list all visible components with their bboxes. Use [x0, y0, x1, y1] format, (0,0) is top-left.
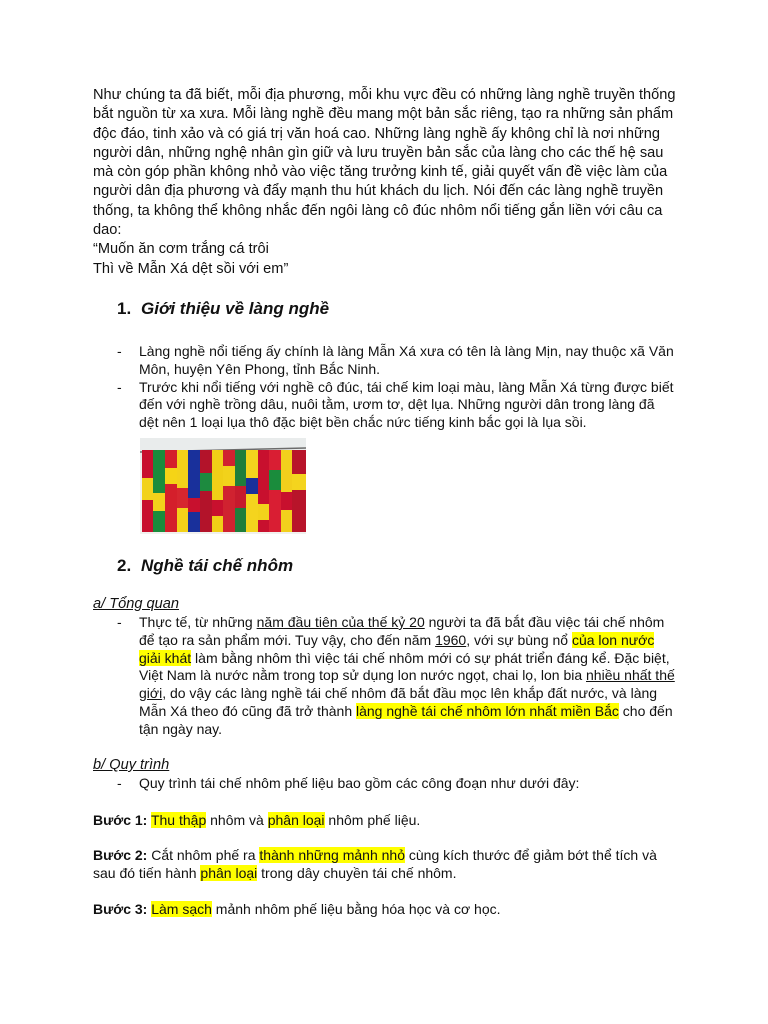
- dash-marker: -: [117, 775, 122, 791]
- section-2-heading: [117, 555, 293, 577]
- step-label: Bước 2:: [93, 847, 148, 863]
- highlighted-text: thành những mảnh nhỏ: [259, 847, 405, 863]
- section-1-title: Giới thiệu về làng nghề: [141, 299, 330, 318]
- step-label: Bước 3:: [93, 901, 148, 917]
- highlighted-text: phân loại: [200, 865, 258, 881]
- highlighted-text: làng nghề tái chế nhôm lớn nhất miền Bắc: [356, 702, 619, 719]
- highlighted-text: phân loại: [267, 812, 325, 828]
- section-1-number: 1.: [117, 299, 132, 318]
- silk-yarn-illustration: [140, 438, 306, 534]
- verse-line-1: “Muốn ăn cơm trắng cá trôi: [93, 241, 269, 258]
- section-2-number: 2.: [117, 556, 132, 575]
- list-item: [117, 343, 677, 379]
- highlighted-text: Thu thập: [150, 812, 207, 828]
- section-2a-list: [117, 614, 677, 739]
- underlined-text: năm đầu tiên của thế kỷ 20: [256, 614, 425, 630]
- step-3: Bước 3: Làm sạch mảnh nhôm phế liệu bằng hóa học và cơ học.: [93, 901, 501, 917]
- silk-yarn-photo: [140, 438, 306, 534]
- highlighted-text: Làm sạch: [151, 901, 212, 917]
- section-1-list: [117, 343, 677, 432]
- list-item: [117, 775, 677, 793]
- intro-paragraph: Như chúng ta đã biết, mỗi địa phương, mỗi khu vực đều có những làng nghề truyền thống bắt nguồn từ xa xưa. Mỗi làng nghề đều mang một bản sắc riêng, tạo ra những sản phẩm độc đáo, tinh xảo và có giá trị văn hoá cao. Những làng nghề ấy không chỉ là nơi những người dân, những nghệ nhân gìn giữ và lưu truyền bản sắc của làng cho các thế hệ sau mà còn góp phần không nhỏ vào việc tăng trưởng kinh tế, giải quyết vấn đề việc làm của người dân địa phương và đẩy mạnh thu hút khách du lịch. Nói đến các làng nghề truyền thống, ta không thể không nhắc đến ngôi làng cô đúc nhôm nổi tiếng gắn liền với câu ca dao:: [93, 87, 676, 239]
- list-item: [117, 379, 677, 432]
- subheading-b: b/ Quy trình: [93, 757, 170, 773]
- bullet-text: Làng nghề nổi tiếng ấy chính là làng Mẫn Xá xưa có tên là làng Mịn, nay thuộc xã Văn Môn, huyện Yên Phong, tỉnh Bắc Ninh.: [139, 343, 674, 377]
- dash-marker: -: [117, 614, 122, 630]
- step-label: Bước 1:: [93, 812, 148, 828]
- list-item: [117, 614, 677, 739]
- dash-marker: -: [117, 378, 122, 395]
- step-2: Bước 2: Cắt nhôm phế ra thành những mảnh nhỏ cùng kích thước để giảm bớt thể tích và sau đó tiến hành phân loại trong dây chuyền tái chế nhôm.: [93, 847, 657, 881]
- section-2b-list: [117, 775, 677, 793]
- section-1-heading: [117, 298, 329, 320]
- highlighted-text: của lon nước giải khát: [139, 631, 655, 666]
- dash-marker: -: [117, 343, 122, 359]
- underlined-text: nhiều nhất thế giới: [139, 667, 675, 702]
- bullet-text-b: Quy trình tái chế nhôm phế liệu bao gồm các công đoạn như dưới đây:: [139, 775, 580, 791]
- bullet-text: Trước khi nổi tiếng với nghề cô đúc, tái chế kim loại màu, làng Mẫn Xá từng được biết đến với nghề trồng dâu, nuôi tằm, ươm tơ, dệt lụa. Những người dân trong làng đã dệt nên 1 loại lụa thô đặc biệt bền chắc nức tiếng kinh bắc gọi là lụa sồi.: [139, 378, 674, 431]
- step-1: Bước 1: Thu thập nhôm và phân loại nhôm phế liệu.: [93, 812, 421, 828]
- section-2-title: Nghề tái chế nhôm: [141, 556, 294, 575]
- subheading-a: a/ Tổng quan: [93, 596, 180, 612]
- bullet-text-a: Thực tế, từ những năm đầu tiên của thế kỷ 20 người ta đã bắt đầu việc tái chế nhôm để tạo ra sản phẩm mới. Tuy vậy, cho đến năm 1960, với sự bùng nổ của lon nước giải khát làm bằng nhôm thì việc tái chế nhôm mới có sự phát triển đáng kể. Đặc biệt, Việt Nam là nước nằm trong top sử dụng lon nước ngọt, chai lọ, lon bia nhiều nhất thế giới, do vậy các làng nghề tái chế nhôm đã bắt đầu mọc lên khắp đất nước, và làng Mẫn Xá theo đó cũng đã trở thành làng nghề tái chế nhôm lớn nhất miền Bắc cho đến tận ngày nay.: [139, 614, 675, 737]
- underlined-year: 1960: [435, 631, 467, 648]
- intro-block: [93, 86, 683, 279]
- verse-line-2: Thì về Mẫn Xá dệt sồi với em”: [93, 260, 289, 277]
